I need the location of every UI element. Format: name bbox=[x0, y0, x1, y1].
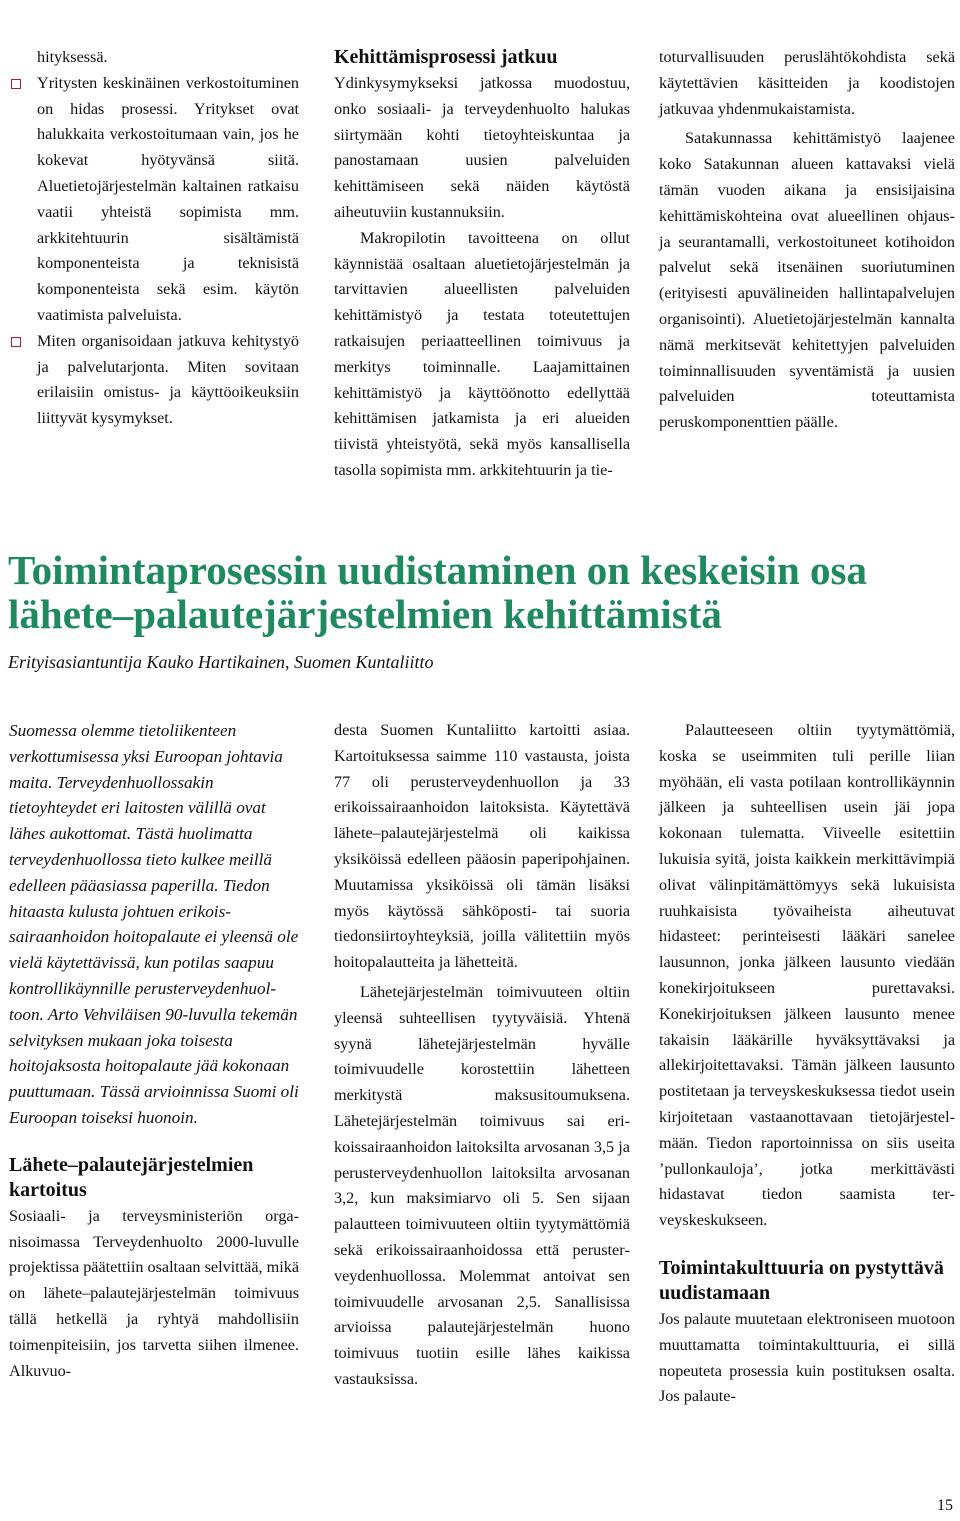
top-column-1 bbox=[9, 45, 299, 432]
article-column-2 bbox=[334, 718, 630, 1393]
lead-paragraph: Suomessa olemme tietoliikenteen verkottumisessa yksi Euroopan johtavia maita. Terveydenhuollossakin tietoyhteydet eri laitosten välillä ovat lähes aukottomat. Tästä huolimatta terveydenhuollossa tieto kulkee meillä edelleen pääasiassa paperilla. Tiedon hitaasta kulusta johtuen erikoissairaanhoidon hoitopalaute ei yleensä ole vielä käytettävissä, kun potilas saapuu kontrollikäynnille perusterveydenhuoltoon. Arto Vehviläisen 90-luvulla tekemän selvityksen mukaan joka toisesta hoitojaksosta hoitopalaute jää kokonaan puuttumaan. Tässä arvioinnissa Suomi oli Euroopan toiseksi huonoin. bbox=[9, 721, 299, 1127]
paragraph: Jos palaute muutetaan elektroniseen muotoon muuttamatta toimintakulttuuria, ei sillä nopeuteta prosessia kuin postituksen osalta. Jos palaute- bbox=[659, 1309, 955, 1406]
paragraph: Sosiaali- ja terveysministeriön organisoimassa Terveydenhuolto 2000-luvulle projektissa päätettiin osaltaan selvittää, mikä on lähete–palautejärjestelmän toimivuus tällä hetkellä ja ryhtyä mahdollisiin toimenpiteisiin, jos tarvetta siihen ilmenee. Alkuvuo- bbox=[9, 1206, 299, 1380]
paragraph: Ydinkysymykseksi jatkossa muodostuu, onko sosiaali- ja terveydenhuolto halukas siirtymään kohti tietoyhteiskuntaa ja panostamaan uusien palveluiden kehittämiseen sekä näiden käytöstä aiheutuviin kustannuksiin. bbox=[334, 74, 630, 221]
paragraph: Satakunnassa kehittämistyö laajenee koko Satakunnan alueen kattavaksi vielä tämän vuoden aikana ja ensisijaisina kehittämiskohteina ovat alueellinen ohjaus- ja seurantamalli, verkostoituneet kotihoidon palvelut sekä itsenäinen suoriutuminen (erityisesti apuvälineiden hallintapalvelujen organisointi). Aluetietojärjestelmän kannalta nämä merkitsevät kehitettyjen palveluiden toiminnallisuuden syventämistä ja uusien palveluiden toteuttamista peruskomponenttien päälle. bbox=[659, 129, 955, 432]
paragraph: Makropilotin tavoitteena on ollut käynnistää osaltaan aluetietojärjestelmän ja tarvittavien alueellisten palveluiden kehittämistyö ja testata toteutettujen ratkaisujen periaatteellinen toimivuus ja merkitys toiminnalle. Laajamittainen kehittämistyö ja käyttöönotto edellyttää kehittämisen jatkamista ja eri alueiden tiivistä yhteistyötä, sekä myös kansallisella tasolla sopimista mm. arkkitehtuurin ja tie- bbox=[334, 228, 630, 479]
section-heading: Lähete–palautejärjestelmien kartoitus bbox=[9, 1153, 254, 1201]
page-number: 15 bbox=[937, 1497, 953, 1514]
top-column-3 bbox=[659, 45, 955, 436]
list-item bbox=[9, 329, 299, 432]
top-column-2 bbox=[334, 45, 630, 484]
bullet-text: Yritysten keskinäinen verkostoituminen on hidas prosessi. Yritykset ovat halukkaita verkostoitumaan vain, jos he kokevat hyötyvänsä siitä. Aluetietojärjestelmän kaltainen ratkaisu vaatii yhteistä sopimista mm. arkkitehtuurin sisältämistä komponenteista ja teknisistä komponenteista sekä esim. käytön vaatimista palveluista. bbox=[37, 73, 299, 324]
article-byline: Erityisasiantuntija Kauko Hartikainen, Suomen Kuntaliitto bbox=[8, 652, 434, 672]
article-column-3 bbox=[659, 718, 955, 1410]
paragraph: Lähetejärjestelmän toimivuuteen oltiin yleensä suhteellisen tyytyväisiä. Yhtenä syynä lähetejärjestelmän hyvälle toimivuudelle korostettiin lähetteen merkitystä maksusitoumuksena. Lähetejärjestelmän toimivuus sai erikoissairaanhoidon laitoksilta arvosanan 3,5 ja perusterveydenhuollon laitoksilta arvosanan 3,2, kun maksimiarvo oli 5. Sen sijaan palautteen toimivuuteen oltiin tyytymättömiä sekä erikoissairaanhoidossa että perusterveydenhuollossa. Molemmat antoivat sen toimivuudelle arvosanan 2,5. Sanallisissa arvioissa palautejärjestelmän huono toimivuus tuotiin esille lähes kaikissa vastauksissa. bbox=[334, 982, 630, 1388]
section-heading: Kehittämisprosessi jatkuu bbox=[334, 46, 558, 68]
hollow-square-bullet-icon bbox=[11, 79, 21, 89]
paragraph: desta Suomen Kuntaliitto kartoitti asiaa. Kartoituksessa saimme 110 vastausta, joista 77 oli perusterveydenhuollon ja 33 erikoissairaanhoidon laitoksista. Käytettävä lähete–palautejärjestelmä oli kaikissa yksiköissä edelleen pääosin paperipohjainen. Muutamissa yksiköissä oli tämän lisäksi myös käytössä sähköposti- tai suoria tiedonsiirtoyhteyksiä, joilla välitettiin myös hoitopalautteita ja lähetteitä. bbox=[334, 721, 630, 972]
paragraph: toturvallisuuden peruslähtökohdista sekä käytettävien käsitteiden ja koodistojen jatkuvaa yhdenmukaistamista. bbox=[659, 48, 955, 118]
bullet-list bbox=[9, 71, 299, 432]
bullet-text: Miten organisoidaan jatkuva kehitystyö ja palvelutarjonta. Miten sovitaan erilaisiin omistus- ja käyttöoikeuksiin liittyvät kysymykset. bbox=[37, 331, 299, 428]
article-title: Toimintaprosessin uudistaminen on keskeisin osa lähete–palautejärjestelmien kehittämistä bbox=[8, 547, 867, 637]
article-column-1 bbox=[9, 718, 299, 1384]
paragraph: Palautteeseen oltiin tyytymättömiä, koska se useimmiten tuli perille liian myöhään, eli vasta potilaan kontrollikäynnin jälkeen ja suhteellisen usein jäi jopa kokonaan tulematta. Viiveelle esitettiin lukuisia syitä, joista kaikkein merkittävimpiä olivat välinpitämättömyys sekä lukuisista ruuhkaisista työvaiheista aiheutuvat hidasteet: perinteisesti lääkäri sanelee lausunnon, jonka jälkeen lausunto viedään konekirjoitukseen purettavaksi. Konekirjoituksen jälkeen lausunto menee takaisin lääkärille hyväksyttävaksi ja allekirjoitettavaksi. Tämän jälkeen lausunto postitetaan ja terveyskeskuksessa tiedot usein kirjoitetaan vastaanottavaan tietojärjestelmään. Tiedon raportoinnissa on siis useita ’pullonkauloja’, jotka merkittävästi hidastavat tiedon saamista terveyskeskukseen. bbox=[659, 721, 955, 1230]
hollow-square-bullet-icon bbox=[11, 337, 21, 347]
list-item bbox=[9, 71, 299, 329]
continued-text: hityksessä. bbox=[37, 48, 108, 66]
section-heading: Toimintakulttuuria on pystyttävä uudistamaan bbox=[659, 1256, 944, 1304]
